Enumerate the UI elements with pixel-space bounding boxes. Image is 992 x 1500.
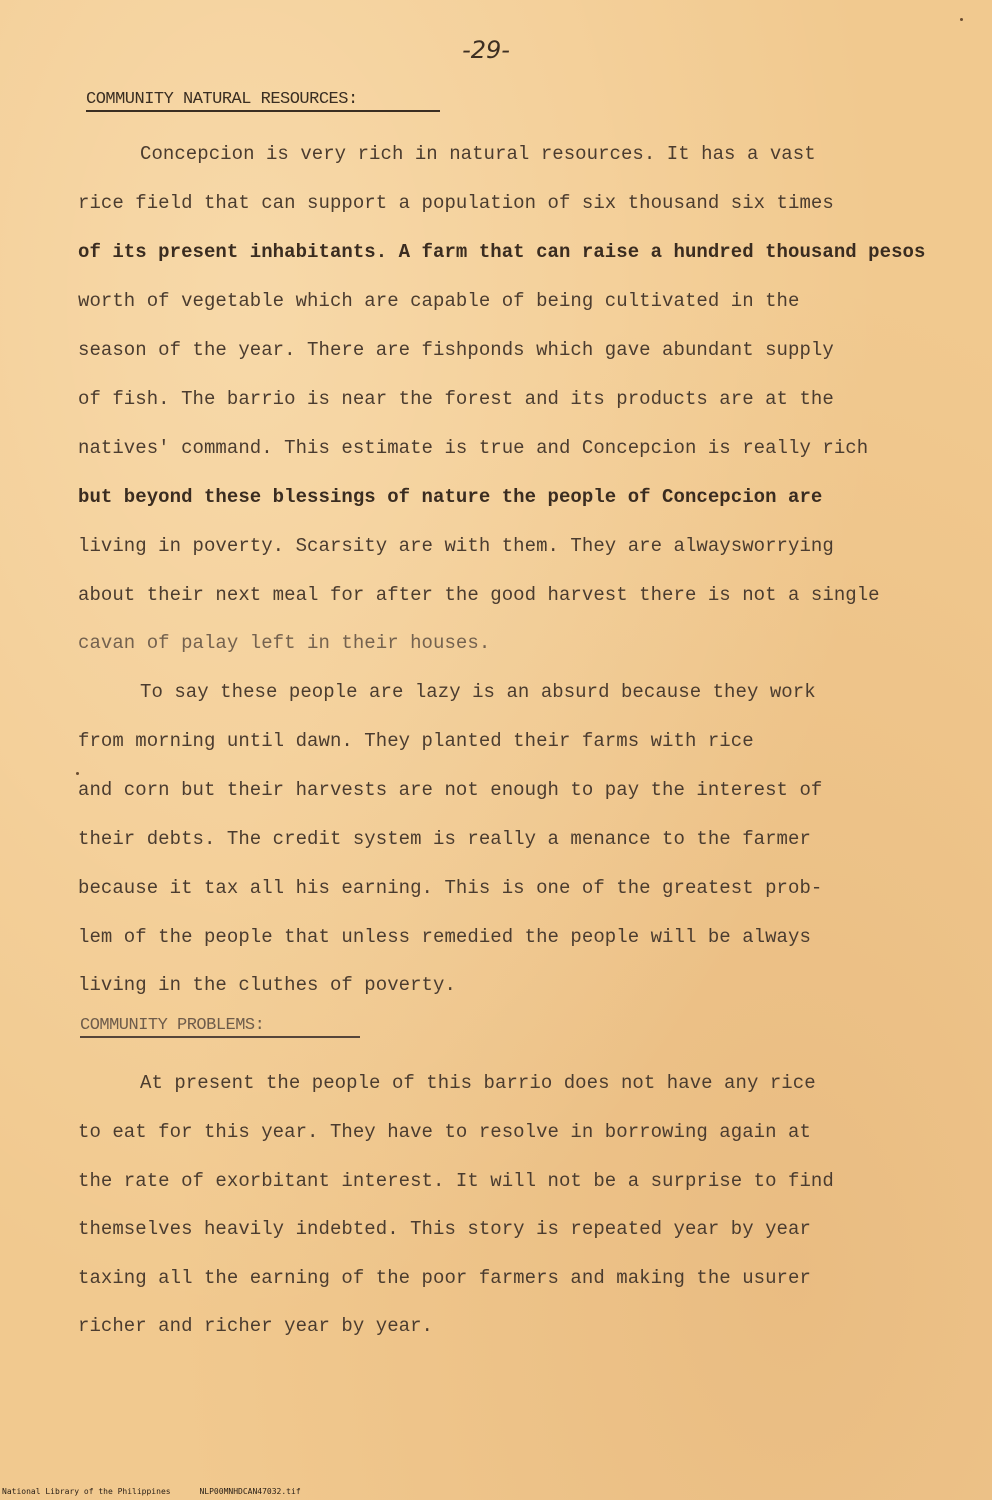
text-line: To say these people are lazy is an absurd because they work	[140, 681, 816, 703]
text-line: rice field that can support a population of six thousand six times	[78, 192, 834, 214]
paper-speck	[960, 18, 963, 21]
text-line: but beyond these blessings of nature the people of Concepcion are	[78, 486, 823, 508]
section-heading-community-problems: COMMUNITY PROBLEMS:	[80, 1016, 360, 1038]
text-line: worth of vegetable which are capable of being cultivated in the	[78, 290, 800, 312]
text-line: Concepcion is very rich in natural resources. It has a vast	[140, 143, 816, 165]
section-heading-natural-resources: COMMUNITY NATURAL RESOURCES:	[86, 90, 440, 112]
text-line: lem of the people that unless remedied the people will be always	[78, 926, 811, 948]
text-line: taxing all the earning of the poor farmers and making the usurer	[78, 1267, 811, 1289]
text-line: their debts. The credit system is really a menance to the farmer	[78, 828, 811, 850]
text-line: to eat for this year. They have to resolve in borrowing again at	[78, 1121, 811, 1143]
text-line: season of the year. There are fishponds which gave abundant supply	[78, 339, 834, 361]
text-line: the rate of exorbitant interest. It will not be a surprise to find	[78, 1170, 834, 1192]
text-line: from morning until dawn. They planted their farms with rice	[78, 730, 754, 752]
footer-filename: NLP00MNHDCAN47032.tif	[199, 1487, 301, 1496]
text-line: living in the cluthes of poverty.	[78, 974, 456, 996]
text-line: because it tax all his earning. This is one of the greatest prob-	[78, 877, 823, 899]
paper-speck	[76, 772, 79, 775]
text-line: richer and richer year by year.	[78, 1315, 434, 1337]
text-line: At present the people of this barrio does not have any rice	[140, 1072, 816, 1094]
page-number: -29-	[462, 36, 510, 64]
text-line: about their next meal for after the good harvest there is not a single	[78, 584, 880, 606]
text-line: of its present inhabitants. A farm that can raise a hundred thousand pesos	[78, 241, 926, 263]
text-line: living in poverty. Scarsity are with them. They are alwaysworrying	[78, 535, 834, 557]
text-line: natives' command. This estimate is true and Concepcion is really rich	[78, 437, 869, 459]
footer-library: National Library of the Philippines	[2, 1487, 171, 1496]
text-line: cavan of palay left in their houses.	[78, 632, 491, 654]
archive-footer	[2, 1487, 301, 1496]
text-line: and corn but their harvests are not enough to pay the interest of	[78, 779, 823, 801]
text-line: themselves heavily indebted. This story is repeated year by year	[78, 1218, 811, 1240]
text-line: of fish. The barrio is near the forest and its products are at the	[78, 388, 834, 410]
